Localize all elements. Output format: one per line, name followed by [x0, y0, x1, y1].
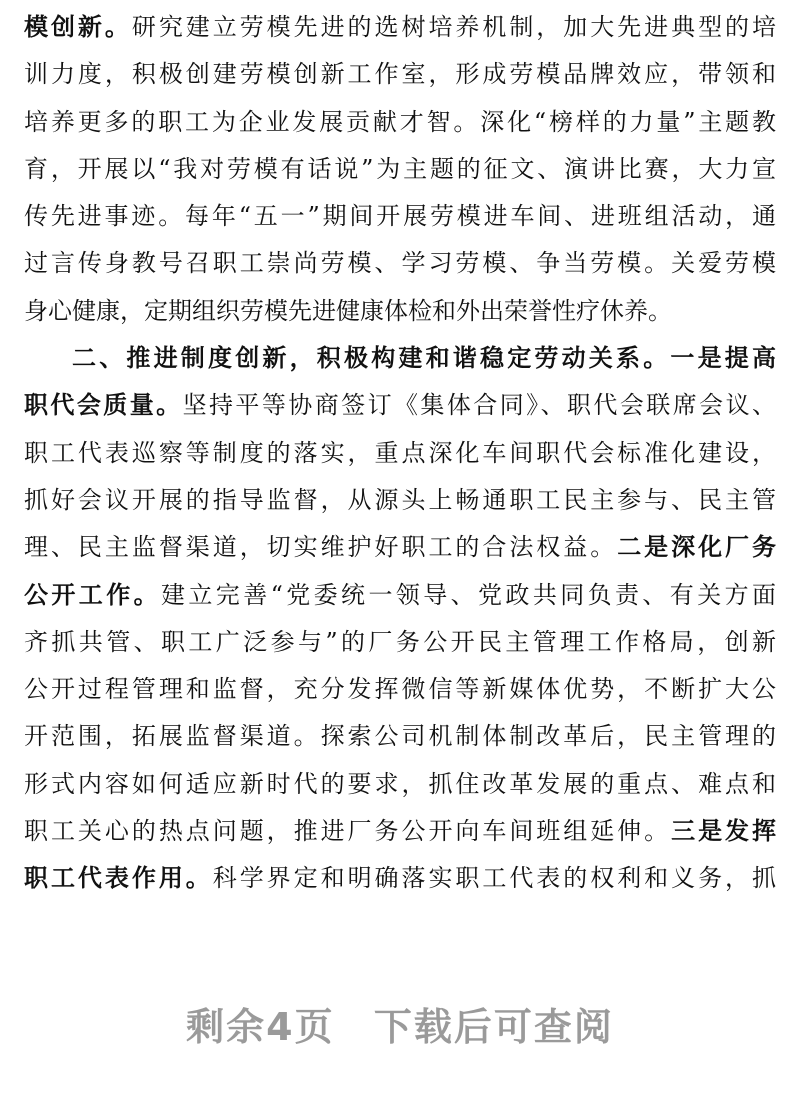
text-run: 训力度，积极创建劳模创新工作室，形成劳模品牌效应，带领和: [24, 60, 776, 89]
text-line: [24, 193, 776, 240]
download-banner[interactable]: [0, 996, 800, 1051]
bold-text-run: 模创新。: [24, 13, 132, 41]
text-line: [24, 382, 776, 429]
bold-text-run: 三是发挥: [671, 817, 776, 846]
bold-text-run: 公开工作。: [24, 580, 161, 609]
text-line: [24, 430, 776, 477]
text-line: [24, 713, 776, 760]
text-line: [24, 855, 776, 902]
text-line: [24, 4, 776, 51]
text-line: [24, 808, 776, 855]
text-line: [24, 572, 776, 619]
text-run: 科学界定和明确落实职工代表的权利和义务，抓: [212, 864, 776, 893]
bold-text-run: 职工代表作用。: [24, 864, 213, 893]
text-run: 身心健康，定期组织劳模先进健康体检和外出荣誉性疗休养。: [24, 296, 672, 325]
text-run: 职工代表巡察等制度的落实，重点深化车间职代会标准化建设，: [24, 438, 776, 467]
text-line: [24, 619, 776, 666]
text-run: 齐抓共管、职工广泛参与”的厂务公开民主管理工作格局，创新: [24, 627, 776, 656]
text-line: [24, 477, 776, 524]
text-run: 传先进事迹。每年“五一”期间开展劳模进车间、进班组活动，通: [24, 202, 776, 231]
document-body: [24, 4, 776, 903]
text-line: [24, 666, 776, 713]
bold-text-run: 职代会质量。: [24, 391, 183, 420]
bold-text-run: 二、推进制度创新，积极构建和谐稳定劳动关系。一是提高: [72, 344, 776, 373]
text-line: [24, 51, 776, 98]
text-run: 开范围，拓展监督渠道。探索公司机制体制改革后，民主管理的: [24, 722, 776, 751]
bold-text-run: 二是深化厂务: [617, 533, 776, 562]
text-run: 过言传身教号召职工崇尚劳模、学习劳模、争当劳模。关爱劳模: [24, 249, 776, 278]
text-line: [24, 240, 776, 287]
text-line: [24, 761, 776, 808]
text-run: 抓好会议开展的指导监督，从源头上畅通职工民主参与、民主管: [24, 485, 776, 514]
text-run: 形式内容如何适应新时代的要求，抓住改革发展的重点、难点和: [24, 769, 776, 798]
text-run: 理、民主监督渠道，切实维护好职工的合法权益。: [24, 533, 618, 562]
text-line: [24, 146, 776, 193]
text-run: 培养更多的职工为企业发展贡献才智。深化“榜样的力量”主题教: [24, 107, 776, 136]
text-run: 建立完善“党委统一领导、党政共同负责、有关方面: [161, 580, 776, 609]
text-line: [24, 524, 776, 571]
download-hint-label: 下载后可查阅: [373, 1005, 614, 1049]
text-run: 研究建立劳模先进的选树培养机制，加大先进典型的培: [131, 13, 776, 41]
text-run: 职工关心的热点问题，推进厂务公开向车间班组延伸。: [24, 817, 672, 846]
text-run: 公开过程管理和监督，充分发挥微信等新媒体优势，不断扩大公: [24, 675, 776, 704]
text-run: 育，开展以“我对劳模有话说”为主题的征文、演讲比赛，大力宣: [24, 154, 776, 183]
text-line: [24, 99, 776, 146]
text-line: [24, 335, 776, 382]
text-line: [24, 288, 776, 335]
remaining-pages-label: 剩余4页: [186, 1005, 335, 1049]
text-run: 坚持平等协商签订《集体合同》、职代会联席会议、: [182, 391, 776, 420]
